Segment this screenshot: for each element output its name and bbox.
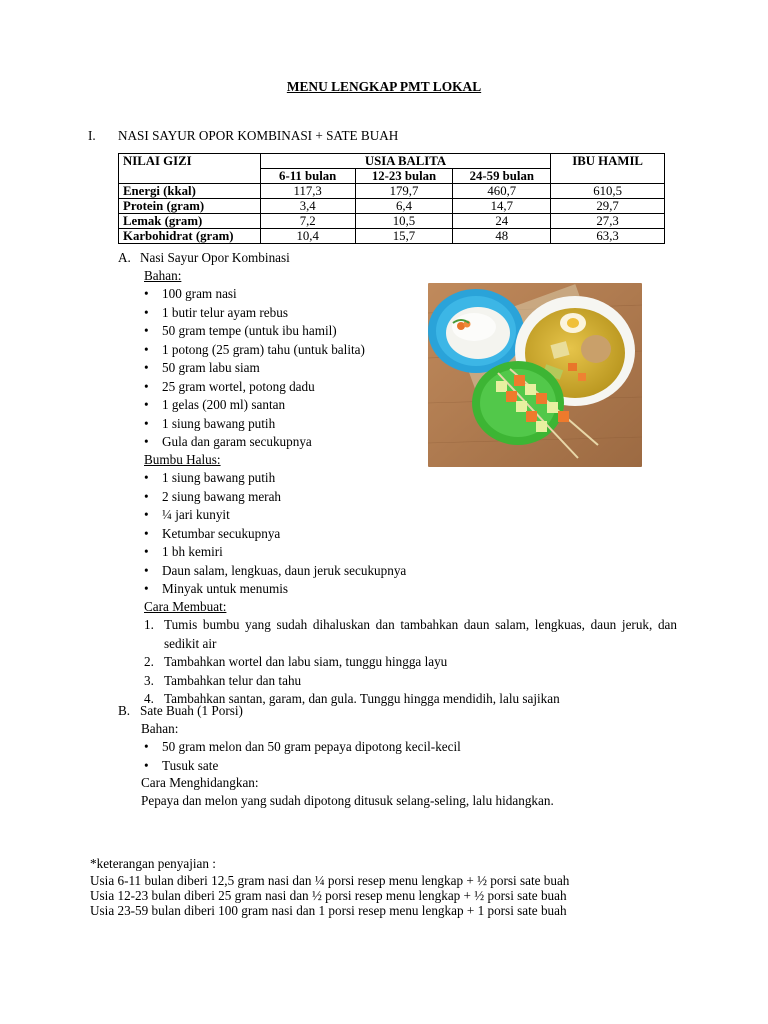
header-nilai-gizi: NILAI GIZI bbox=[119, 154, 261, 184]
list-item: • Gula dan garam secukupnya bbox=[144, 433, 365, 452]
cell: 10,5 bbox=[355, 214, 453, 229]
cell: 14,7 bbox=[453, 199, 551, 214]
cell: 24 bbox=[453, 214, 551, 229]
step-number: 1. bbox=[144, 617, 154, 632]
list-item: • 50 gram labu siam bbox=[144, 359, 365, 378]
bumbu-label: Bumbu Halus: bbox=[144, 452, 221, 467]
step-text: Tambahkan telur dan tahu bbox=[164, 672, 302, 688]
cara-membuat-label: Cara Membuat: bbox=[144, 599, 227, 614]
part-a-title: Nasi Sayur Opor Kombinasi bbox=[140, 250, 290, 265]
list-item: • Daun salam, lengkuas, daun jeruk secukupnya bbox=[144, 562, 406, 581]
cell: 117,3 bbox=[260, 184, 355, 199]
part-b-letter: B. bbox=[118, 703, 131, 718]
part-b-title: Sate Buah (1 Porsi) bbox=[140, 703, 243, 718]
row-label: Karbohidrat (gram) bbox=[119, 229, 261, 244]
section-title: NASI SAYUR OPOR KOMBINASI + SATE BUAH bbox=[118, 128, 399, 143]
header-12-23: 12-23 bulan bbox=[355, 169, 453, 184]
row-label: Protein (gram) bbox=[119, 199, 261, 214]
section-number: I. bbox=[88, 128, 96, 143]
list-item: • ¼ jari kunyit bbox=[144, 506, 406, 525]
part-b-bahan-list bbox=[144, 738, 461, 775]
bumbu-list bbox=[144, 469, 406, 599]
table-header-row bbox=[119, 154, 665, 169]
cell: 6,4 bbox=[355, 199, 453, 214]
table-row bbox=[119, 184, 665, 199]
cara-menghidangkan-text: Pepaya dan melon yang sudah dipotong ditusuk selang-seling, lalu hidangkan. bbox=[141, 793, 554, 808]
list-item: • 100 gram nasi bbox=[144, 285, 365, 304]
cell: 179,7 bbox=[355, 184, 453, 199]
note-line: Usia 12-23 bulan diberi 25 gram nasi dan ½ porsi resep menu lengkap + ½ porsi sate buah bbox=[90, 888, 567, 903]
bahan-list bbox=[144, 285, 365, 452]
list-item: • 25 gram wortel, potong dadu bbox=[144, 378, 365, 397]
step-text: Tambahkan wortel dan labu siam, tunggu hingga layu bbox=[164, 654, 448, 669]
note-line: Usia 23-59 bulan diberi 100 gram nasi dan 1 porsi resep menu lengkap + 1 porsi sate buah bbox=[90, 903, 567, 918]
list-item: • 50 gram melon dan 50 gram pepaya dipotong kecil-kecil bbox=[144, 738, 461, 757]
list-item: • 1 siung bawang putih bbox=[144, 469, 406, 488]
step-number: 2. bbox=[144, 654, 154, 669]
nutrition-table bbox=[118, 153, 665, 244]
header-6-11: 6-11 bulan bbox=[260, 169, 355, 184]
list-item: • Tusuk sate bbox=[144, 757, 461, 776]
table-row bbox=[119, 214, 665, 229]
list-item: • Minyak untuk menumis bbox=[144, 580, 406, 599]
header-usia-balita: USIA BALITA bbox=[260, 154, 550, 169]
cell: 27,3 bbox=[551, 214, 665, 229]
list-item: • 1 potong (25 gram) tahu (untuk balita) bbox=[144, 341, 365, 360]
cell: 460,7 bbox=[453, 184, 551, 199]
note-line: Usia 6-11 bulan diberi 12,5 gram nasi dan ¼ porsi resep menu lengkap + ½ porsi sate buah bbox=[90, 873, 570, 888]
list-item: • 1 bh kemiri bbox=[144, 543, 406, 562]
list-item: • 1 gelas (200 ml) santan bbox=[144, 396, 365, 415]
table-row bbox=[119, 199, 665, 214]
row-label: Lemak (gram) bbox=[119, 214, 261, 229]
cell: 15,7 bbox=[355, 229, 453, 244]
step-number: 4. bbox=[144, 691, 154, 706]
step-number: 3. bbox=[144, 672, 154, 688]
list-item bbox=[144, 653, 677, 672]
step-text: Tumis bumbu yang sudah dihaluskan dan tambahkan daun salam, lengkuas, daun jeruk, dan sedikit air bbox=[164, 617, 677, 651]
cell: 3,4 bbox=[260, 199, 355, 214]
table-row bbox=[119, 229, 665, 244]
list-item bbox=[144, 616, 677, 653]
page-title: MENU LENGKAP PMT LOKAL bbox=[286, 79, 482, 94]
steps-list bbox=[144, 616, 677, 709]
row-label: Energi (kkal) bbox=[119, 184, 261, 199]
list-item: • 1 siung bawang putih bbox=[144, 415, 365, 434]
header-ibu-hamil: IBU HAMIL bbox=[551, 154, 665, 184]
list-item bbox=[144, 672, 677, 691]
cell: 610,5 bbox=[551, 184, 665, 199]
list-item: • 50 gram tempe (untuk ibu hamil) bbox=[144, 322, 365, 341]
step-text: Tambahkan santan, garam, dan gula. Tunggu hingga mendidih, lalu sajikan bbox=[164, 691, 560, 706]
cell: 29,7 bbox=[551, 199, 665, 214]
part-b-bahan-label: Bahan: bbox=[141, 721, 179, 736]
cara-menghidangkan-label: Cara Menghidangkan: bbox=[141, 775, 259, 790]
header-24-59: 24-59 bulan bbox=[453, 169, 551, 184]
bahan-label: Bahan: bbox=[144, 268, 182, 283]
part-a-letter: A. bbox=[118, 250, 131, 265]
notes-heading: *keterangan penyajian : bbox=[90, 856, 216, 871]
cell: 7,2 bbox=[260, 214, 355, 229]
list-item: • Ketumbar secukupnya bbox=[144, 525, 406, 544]
food-photo-icon bbox=[428, 283, 642, 467]
cell: 10,4 bbox=[260, 229, 355, 244]
cell: 48 bbox=[453, 229, 551, 244]
list-item: • 2 siung bawang merah bbox=[144, 488, 406, 507]
cell: 63,3 bbox=[551, 229, 665, 244]
list-item: • 1 butir telur ayam rebus bbox=[144, 304, 365, 323]
